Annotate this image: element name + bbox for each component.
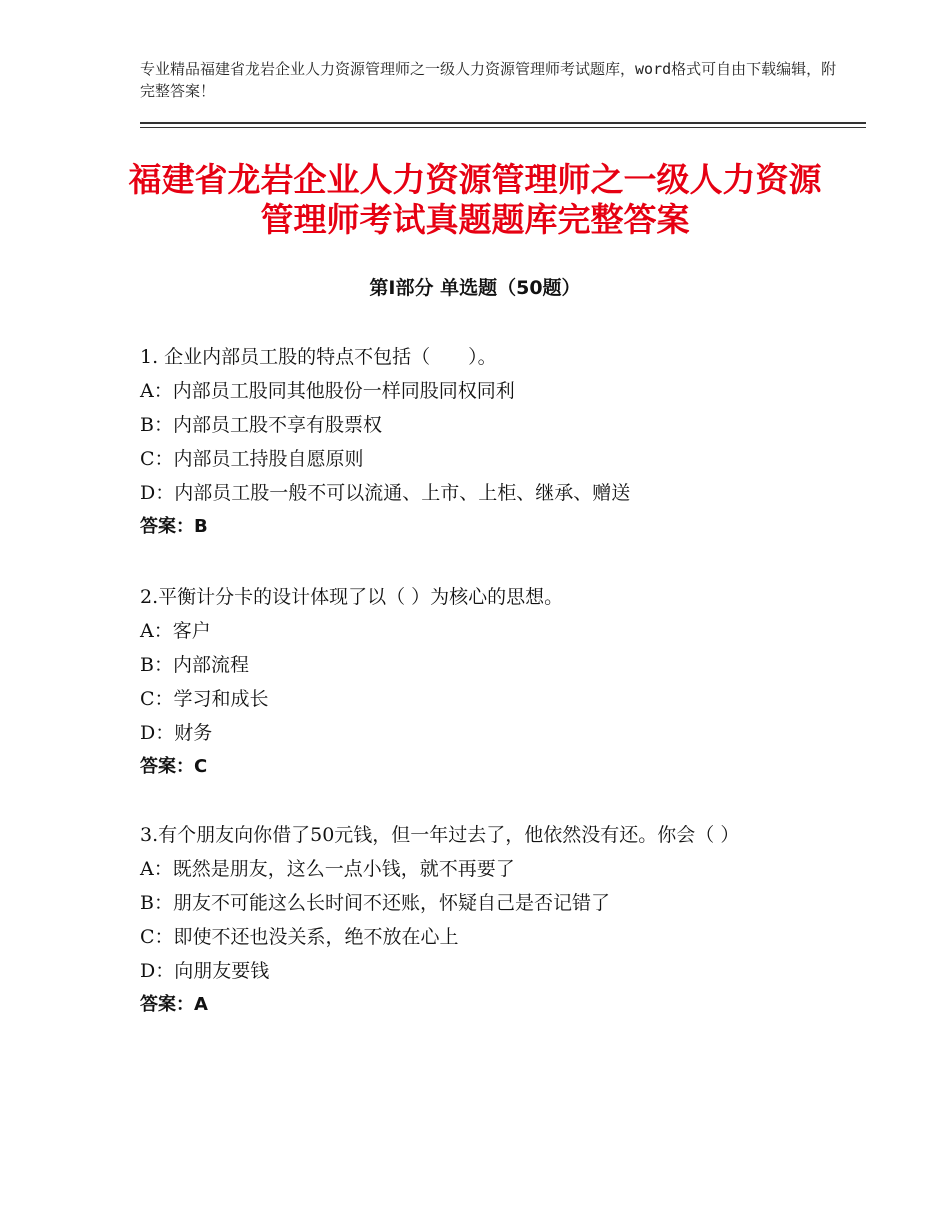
option-d: D：向朋友要钱	[140, 960, 270, 982]
answer-label: 答案：B	[140, 516, 208, 537]
option-b: B：内部员工股不享有股票权	[140, 414, 382, 436]
question-3	[140, 818, 805, 1022]
answer-label: 答案：A	[140, 994, 208, 1015]
option-d: D：内部员工股一般不可以流通、上市、上柜、继承、赠送	[140, 482, 631, 504]
section-heading: 第Ⅰ部分 单选题（50题）	[369, 277, 581, 299]
question-2	[140, 580, 820, 784]
option-c: C：即使不还也没关系，绝不放在心上	[140, 926, 459, 948]
document-title: 福建省龙岩企业人力资源管理师之一级人力资源管理师考试真题题库完整答案	[128, 160, 822, 239]
option-d: D：财务	[140, 722, 213, 744]
option-a: A：内部员工股同其他股份一样同股同权同利	[140, 380, 515, 402]
option-a: A：客户	[140, 620, 211, 642]
question-1	[140, 340, 820, 544]
header-rule-thin	[140, 127, 866, 128]
header-rule-thick	[140, 122, 866, 124]
question-stem: 2.平衡计分卡的设计体现了以（ ）为核心的思想。	[140, 586, 564, 608]
answer-label: 答案：C	[140, 756, 208, 777]
question-stem: 3.有个朋友向你借了50元钱，但一年过去了，他依然没有还。你会（ ）	[140, 824, 740, 846]
option-c: C：学习和成长	[140, 688, 269, 710]
option-b: B：内部流程	[140, 654, 249, 676]
header-note: 专业精品福建省龙岩企业人力资源管理师之一级人力资源管理师考试题库，word格式可自由下载编辑，附完整答案！	[140, 60, 837, 100]
option-a: A：既然是朋友，这么一点小钱，就不再要了	[140, 858, 515, 880]
option-b: B：朋友不可能这么长时间不还账，怀疑自己是否记错了	[140, 892, 610, 914]
option-c: C：内部员工持股自愿原则	[140, 448, 364, 470]
question-stem: 1. 企业内部员工股的特点不包括（ ）。	[140, 346, 497, 368]
